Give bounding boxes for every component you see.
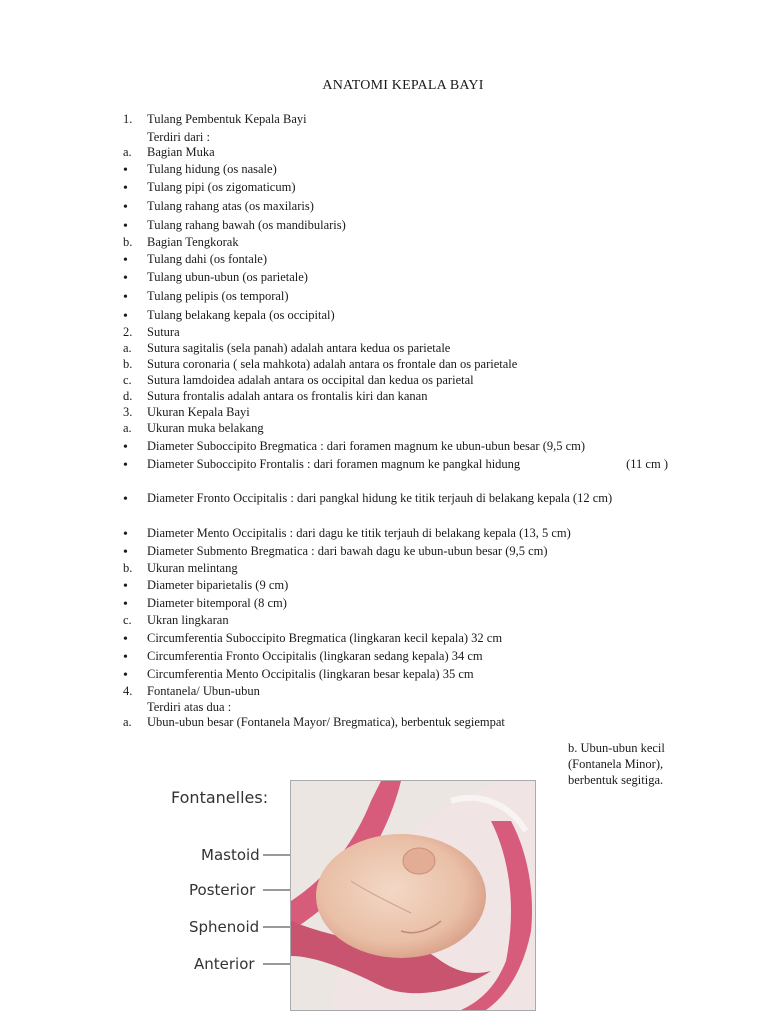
bullet-marker: • [123, 219, 128, 234]
item-text: Tulang belakang kepala (os occipital) [147, 308, 335, 322]
fontanel-minor-caption: b. Ubun-ubun kecil (Fontanela Minor), berbentuk segitiga. [568, 741, 665, 787]
list-item [123, 421, 668, 439]
item-text: Tulang Pembentuk Kepala Bayi [147, 112, 307, 126]
bullet-item [123, 162, 668, 180]
item-text: Ubun-ubun besar (Fontanela Mayor/ Bregmatica), berbentuk segiempat [147, 715, 505, 729]
item-text: Sutura coronaria ( sela mahkota) adalah antara os frontale dan os parietale [147, 357, 518, 371]
list-item [123, 561, 668, 578]
list-marker: a. [123, 341, 132, 355]
bullet-marker: • [123, 458, 128, 473]
list-item [123, 145, 668, 162]
label-anterior: Anterior [194, 955, 255, 973]
list-marker: b. [123, 561, 133, 575]
item-text: Sutura sagitalis (sela panah) adalah antara kedua os parietale [147, 341, 451, 355]
label-mastoid: Mastoid [201, 846, 260, 864]
item-text: Ukuran muka belakang [147, 421, 264, 435]
item-text: Diameter Fronto Occipitalis : dari pangkal hidung ke titik terjauh di belakang kepala (12 cm) [147, 491, 613, 505]
bullet-item [123, 578, 668, 596]
list-marker: 3. [123, 405, 133, 419]
bullet-marker: • [123, 492, 128, 507]
bullet-item [123, 289, 668, 308]
item-text: Terdiri dari : [147, 130, 210, 144]
bullet-item [123, 270, 668, 289]
item-text: Circumferentia Suboccipito Bregmatica (lingkaran kecil kepala) 32 cm [147, 631, 503, 645]
item-text: Diameter biparietalis (9 cm) [147, 578, 289, 592]
bullet-marker: • [123, 579, 128, 594]
fontanelles-figure [165, 778, 535, 1010]
bullet-marker: • [123, 650, 128, 665]
item-text: Sutura frontalis adalah antara os frontalis kiri dan kanan [147, 389, 428, 403]
list-marker: c. [123, 373, 132, 387]
bullet-marker: • [123, 200, 128, 215]
bullet-marker: • [123, 271, 128, 286]
bullet-item [123, 457, 668, 491]
list-item [123, 235, 668, 252]
item-text: Terdiri atas dua : [147, 700, 232, 714]
list-marker: b. [123, 235, 133, 249]
item-text: Tulang dahi (os fontale) [147, 252, 268, 266]
bullet-marker: • [123, 253, 128, 268]
bullet-item [123, 439, 668, 457]
bullet-item [123, 667, 668, 684]
list-item [123, 715, 668, 732]
item-text: Diameter bitemporal (8 cm) [147, 596, 287, 610]
item-text: Ukran lingkaran [147, 613, 229, 627]
list-marker: d. [123, 389, 133, 403]
bullet-marker: • [123, 597, 128, 612]
list-item [123, 373, 668, 389]
item-text: Tulang rahang atas (os maxilaris) [147, 199, 314, 213]
label-sphenoid: Sphenoid [189, 918, 260, 936]
bullet-marker: • [123, 290, 128, 305]
bullet-item [123, 596, 668, 613]
bullet-item [123, 180, 668, 199]
page-title: ANATOMI KEPALA BAYI [322, 78, 484, 93]
list-item [123, 130, 668, 145]
label-posterior: Posterior [189, 881, 256, 899]
list-item [123, 357, 668, 373]
item-text: Circumferentia Fronto Occipitalis (lingkaran sedang kepala) 34 cm [147, 649, 483, 663]
item-text: Tulang rahang bawah (os mandibularis) [147, 218, 346, 232]
item-text: Diameter Submento Bregmatica : dari bawah dagu ke ubun-ubun besar (9,5 cm) [147, 544, 548, 558]
bullet-item [123, 631, 668, 649]
bullet-item [123, 218, 668, 235]
item-text: Tulang ubun-ubun (os parietale) [147, 270, 308, 284]
list-marker: b. [123, 357, 133, 371]
bullet-item [123, 491, 668, 526]
list-marker: a. [123, 421, 132, 435]
list-item [123, 700, 668, 715]
list-marker: 1. [123, 112, 133, 126]
list-item [123, 405, 668, 421]
bullet-marker: • [123, 163, 128, 178]
bullet-marker: • [123, 527, 128, 542]
list-marker: a. [123, 715, 132, 729]
item-text: Circumferentia Mento Occipitalis (lingkaran besar kepala) 35 cm [147, 667, 474, 681]
list-marker: a. [123, 145, 132, 159]
baby-head-photo [290, 780, 536, 1011]
bullet-item [123, 308, 668, 325]
bullet-item [123, 649, 668, 667]
item-text: Fontanela/ Ubun-ubun [147, 684, 260, 698]
list-item [123, 325, 668, 341]
item-text: Ukuran Kepala Bayi [147, 405, 250, 419]
item-text: Diameter Suboccipito Bregmatica : dari foramen magnum ke ubun-ubun besar (9,5 cm) [147, 439, 586, 453]
bullet-marker: • [123, 309, 128, 324]
bullet-marker: • [123, 181, 128, 196]
item-text: Bagian Tengkorak [147, 235, 239, 249]
list-item [123, 389, 668, 405]
list-item [123, 112, 668, 130]
item-text: Tulang pelipis (os temporal) [147, 289, 289, 303]
bullet-marker: • [123, 668, 128, 683]
item-text: Tulang pipi (os zigomaticum) [147, 180, 296, 194]
document-body [123, 112, 668, 732]
bullet-item [123, 544, 668, 561]
bullet-marker: • [123, 545, 128, 560]
list-marker: 2. [123, 325, 133, 339]
list-item [123, 684, 668, 700]
bullet-marker: • [123, 632, 128, 647]
bullet-marker: • [123, 440, 128, 455]
list-marker: 4. [123, 684, 133, 698]
bullet-item [123, 199, 668, 218]
item-text: Bagian Muka [147, 145, 215, 159]
list-item [123, 341, 668, 357]
item-text: Sutura lamdoidea adalah antara os occipital dan kedua os parietal [147, 373, 474, 387]
item-text: Sutura [147, 325, 180, 339]
item-text: Diameter Suboccipito Frontalis : dari foramen magnum ke pangkal hidung [147, 457, 521, 471]
bullet-item [123, 526, 668, 544]
bullet-item [123, 252, 668, 270]
list-item [123, 613, 668, 631]
item-text: Tulang hidung (os nasale) [147, 162, 277, 176]
item-text: Ukuran melintang [147, 561, 238, 575]
figure-heading: Fontanelles: [171, 788, 269, 807]
item-text-continuation: (11 cm ) [626, 457, 668, 471]
item-text: Diameter Mento Occipitalis : dari dagu ke titik terjauh di belakang kepala (13, 5 cm) [147, 526, 571, 540]
list-marker: c. [123, 613, 132, 627]
